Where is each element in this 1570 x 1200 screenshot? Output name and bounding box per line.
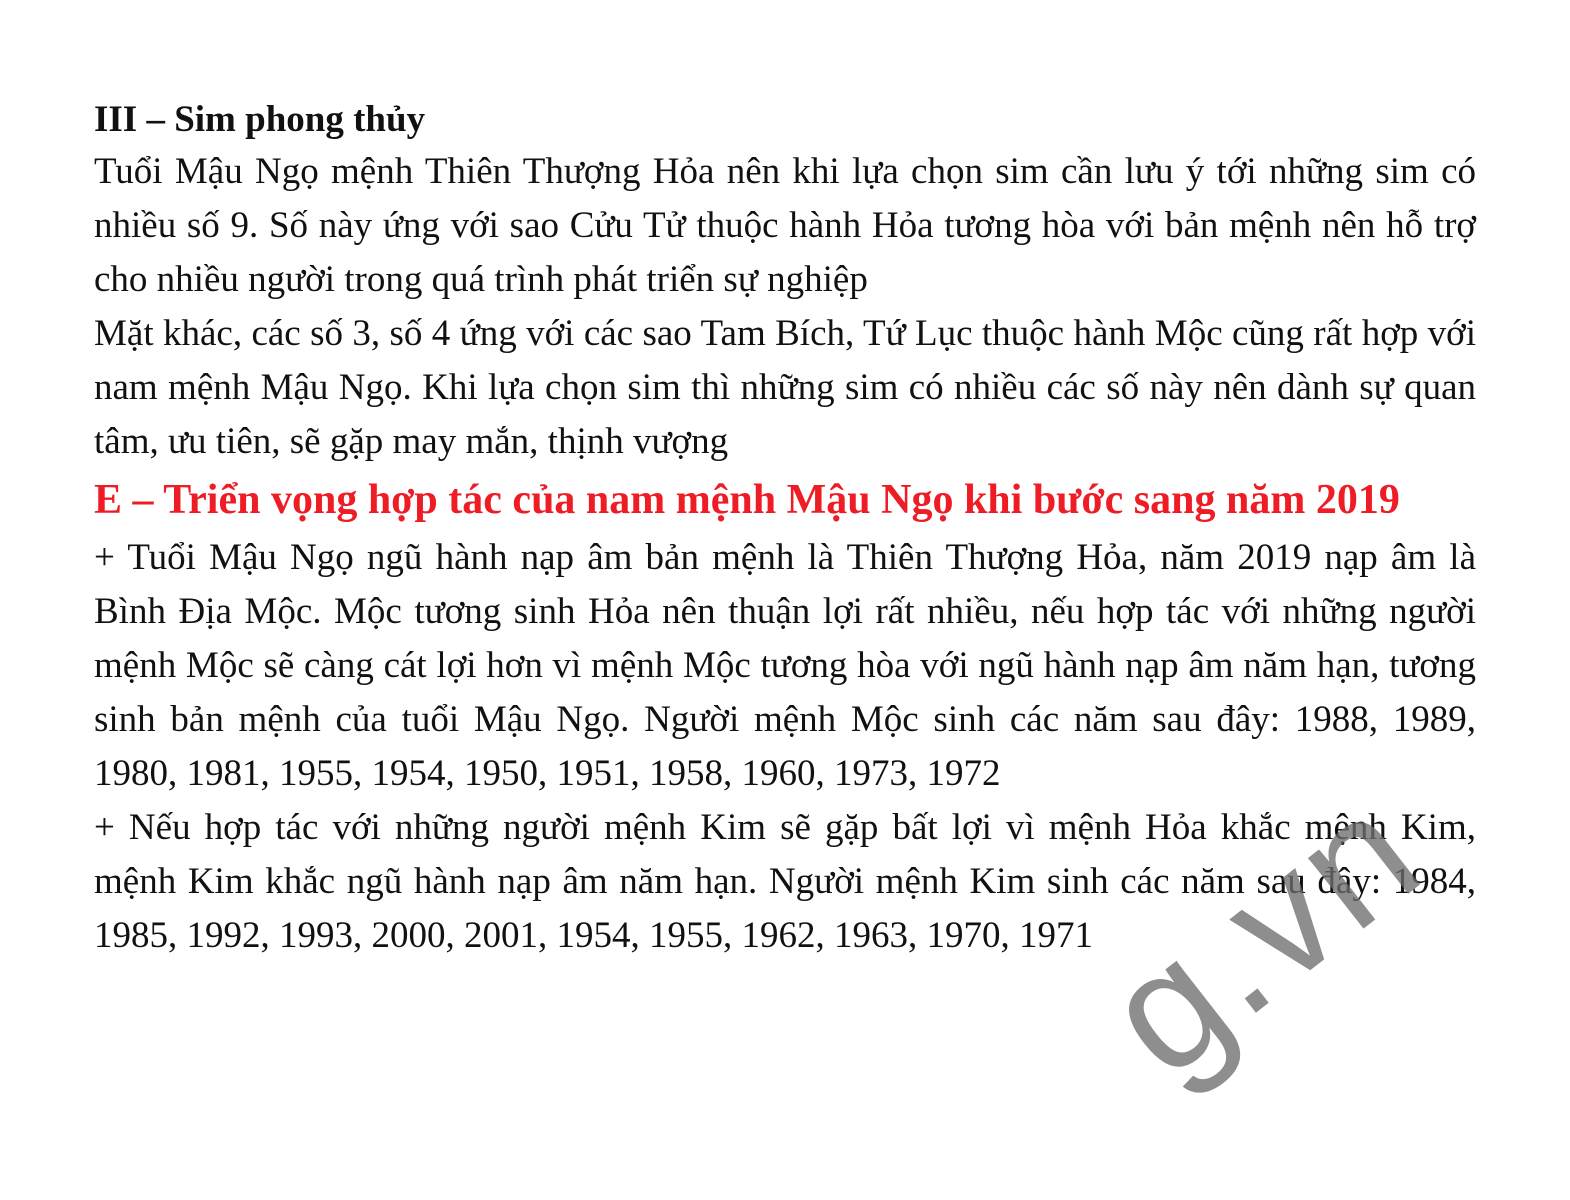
sim-paragraph-1: Tuổi Mậu Ngọ mệnh Thiên Thượng Hỏa nên khi lựa chọn sim cần lưu ý tới những sim có nhiều số 9. Số này ứng với sao Cửu Tử thuộc hành Hỏa tương hòa với bản mệnh nên hỗ trợ cho nhiều người trong quá trình phát triển sự nghiệp	[94, 151, 1476, 300]
section-e-heading: E – Triển vọng hợp tác của nam mệnh Mậu Ngọ khi bước sang năm 2019	[94, 477, 1400, 523]
watermark	[1040, 754, 1560, 1200]
sim-paragraph-2: Mặt khác, các số 3, số 4 ứng với các sao Tam Bích, Tứ Lục thuộc hành Mộc cũng rất hợp với nam mệnh Mậu Ngọ. Khi lựa chọn sim thì những sim có nhiều các số này nên dành sự quan tâm, ưu tiên, sẽ gặp may mắn, thịnh vượng	[94, 313, 1476, 462]
watermark-text: g.vn	[1071, 754, 1455, 1113]
cooperation-paragraph-moc: + Tuổi Mậu Ngọ ngũ hành nạp âm bản mệnh là Thiên Thượng Hỏa, năm 2019 nạp âm là Bình Địa Mộc. Mộc tương sinh Hỏa nên thuận lợi rất nhiều, nếu hợp tác với những người mệnh Mộc sẽ càng cát lợi hơn vì mệnh Mộc tương hòa với ngũ hành nạp âm năm hạn, tương sinh bản mệnh của tuổi Mậu Ngọ. Người mệnh Mộc sinh các năm sau đây: 1988, 1989, 1980, 1981, 1955, 1954, 1950, 1951, 1958, 1960, 1973, 1972	[94, 537, 1476, 794]
cooperation-paragraph-kim: + Nếu hợp tác với những người mệnh Kim sẽ gặp bất lợi vì mệnh Hỏa khắc mệnh Kim, mệnh Kim khắc ngũ hành nạp âm năm hạn. Người mệnh Kim sinh các năm sau đây: 1984, 1985, 1992, 1993, 2000, 2001, 1954, 1955, 1962, 1963, 1970, 1971	[94, 807, 1476, 956]
document-body	[94, 95, 1476, 963]
sim-phong-thuy-heading: III – Sim phong thủy	[94, 99, 426, 140]
